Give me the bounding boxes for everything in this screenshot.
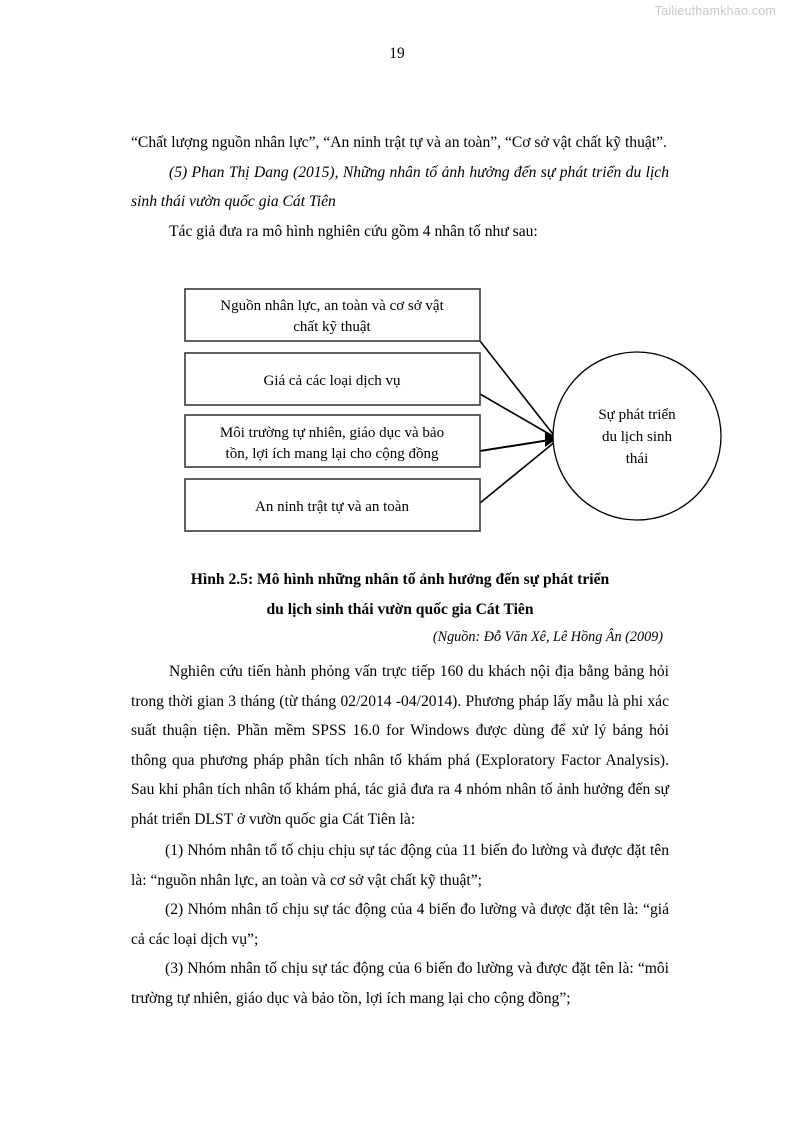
intro-block [131, 128, 669, 246]
factor-box-2 [185, 353, 480, 405]
figure-caption-line-2: du lịch sinh thái vườn quốc gia Cát Tiên [266, 600, 534, 618]
connector-line-box3 [480, 439, 556, 451]
factor-box-3 [185, 415, 480, 467]
outcome-circle [553, 352, 721, 520]
factor-box-1-line-2: chất kỹ thuật [293, 319, 371, 335]
intro-paragraph-1: “Chất lượng nguồn nhân lực”, “An ninh trật tự và an toàn”, “Cơ sở vật chất kỹ thuật”. [131, 134, 667, 151]
factor-box-2-line-1: Giá cả các loại dịch vụ [263, 373, 401, 389]
factor-box-4-line-1: An ninh trật tự và an toàn [255, 499, 409, 515]
finding-item-3: (3) Nhóm nhân tố chịu sự tác động của 6 biến đo lường và được đặt tên là: “môi trường tự nhiên, giáo dục và bảo tồn, lợi ích mang lại cho cộng đồng”; [131, 960, 669, 1007]
outcome-circle-line-2: du lịch sinh [602, 429, 672, 445]
figure-2-5-diagram [0, 281, 794, 556]
connector-line-box4 [480, 441, 556, 503]
outcome-circle-line-3: thái [625, 451, 649, 467]
connector-line-box2 [480, 394, 556, 438]
factor-box-1-line-1: Nguồn nhân lực, an toàn và cơ sở vật [220, 298, 444, 314]
connector-lines [480, 341, 556, 503]
finding-item-2: (2) Nhóm nhân tố chịu sự tác động của 4 biến đo lường và được đặt tên là: “giá cả các loại dịch vụ”; [131, 901, 669, 948]
outcome-circle-line-1: Sự phát triển [598, 407, 676, 423]
page-number: 19 [389, 45, 405, 62]
findings-list [131, 836, 669, 1014]
factor-box-4 [185, 479, 480, 531]
body-block [131, 657, 669, 835]
site-watermark: Tailieuthamkhao.com [654, 4, 776, 18]
figure-source: (Nguồn: Đỗ Văn Xê, Lê Hồng Ân (2009) [432, 629, 663, 646]
body-paragraph-1: Nghiên cứu tiến hành phỏng vấn trực tiếp 160 du khách nội địa bằng bảng hỏi trong thời gian 3 tháng (từ tháng 02/2014 -04/2014). Phương pháp lấy mẫu là phi xác suất thuận tiện. Phần mềm SPSS 16.0 for Windows được dùng để xử lý bảng hỏi thông qua phương pháp phân tích nhân tố khám phá (Exploratory Factor Analysis). Sau khi phân tích nhân tố khám phá, tác giả đưa ra 4 nhóm nhân tố ảnh hưởng đến sự phát triển DLST ở vườn quốc gia Cát Tiên là: [131, 663, 669, 828]
intro-paragraph-2-citation: (5) Phan Thị Dang (2015), Những nhân tố ảnh hưởng đến sự phát triển du lịch sinh thái vườn quốc gia Cát Tiên [131, 163, 669, 211]
factor-box-1 [185, 289, 480, 341]
finding-item-1: (1) Nhóm nhân tố tố chịu chịu sự tác động của 11 biến đo lường và được đặt tên là: “nguồn nhân lực, an toàn và cơ sở vật chất kỹ thuật”; [131, 842, 669, 889]
connector-line-box1 [480, 341, 556, 438]
figure-caption [131, 565, 669, 651]
intro-paragraph-3: Tác giả đưa ra mô hình nghiên cứu gồm 4 nhân tố như sau: [169, 222, 538, 240]
figure-caption-line-1: Hình 2.5: Mô hình những nhân tố ảnh hưởng đến sự phát triển [190, 571, 610, 588]
factor-box-3-line-1: Môi trường tự nhiên, giáo dục và bảo [219, 425, 445, 441]
factor-box-3-line-2: tồn, lợi ích mang lại cho cộng đồng [225, 446, 439, 462]
